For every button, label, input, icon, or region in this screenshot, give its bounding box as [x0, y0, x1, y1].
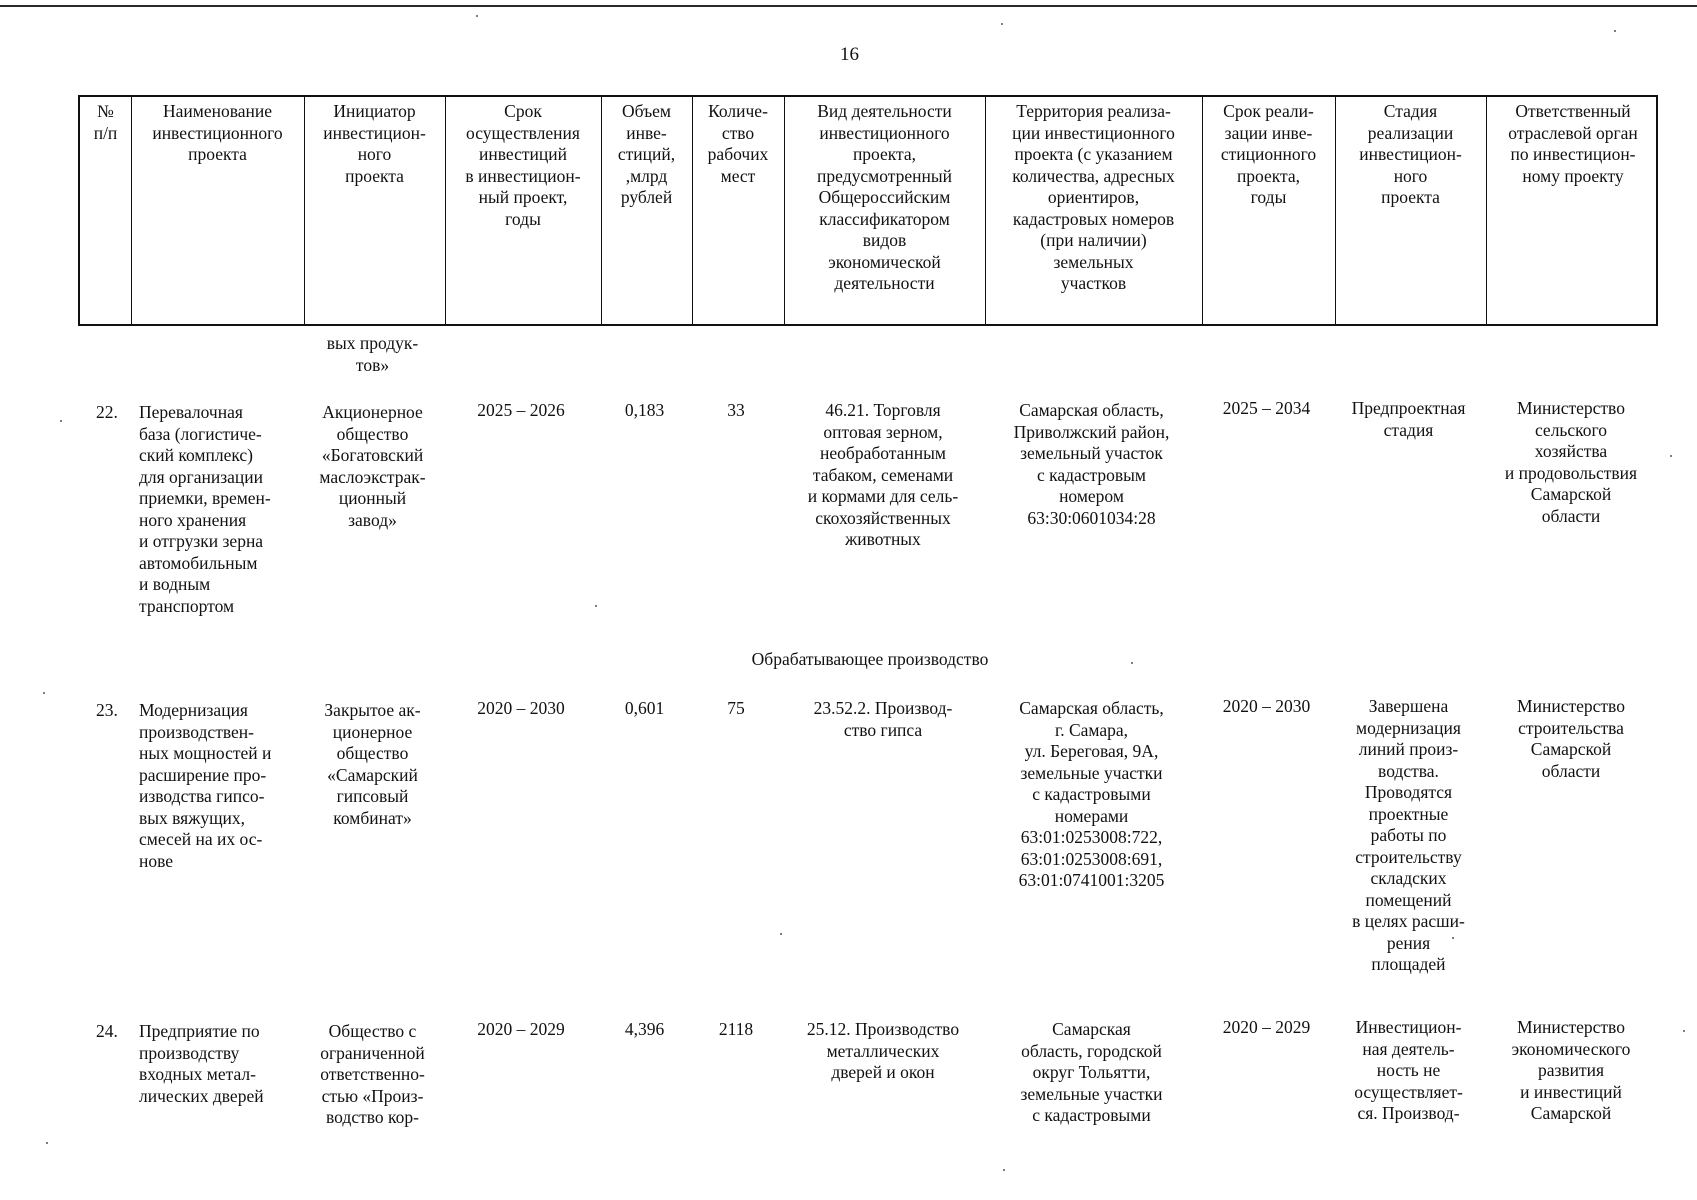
table-header [78, 95, 1658, 326]
scan-top-border [0, 5, 1697, 7]
activity-cell: 23.52.2. Производ- ство гипса [813, 698, 953, 740]
scan-speck [1452, 937, 1454, 939]
territory-cell: Самарская область, городской округ Тольятти, земельные участки с кадастровыми [1020, 1019, 1163, 1125]
header-jobs: Количе- ство рабочих мест [707, 101, 769, 186]
row-num: 22. [96, 402, 118, 422]
project-name-cell: Предприятие по производству входных метал- лических дверей [139, 1021, 264, 1106]
scan-speck [595, 605, 597, 607]
stage-cell: Инвестицион- ная деятель- ность не осуществляет- ся. Производ- [1354, 1017, 1463, 1123]
header-num: № п/п [93, 101, 118, 143]
scan-speck [1614, 30, 1616, 32]
header-investment-period: Срок осуществления инвестиций в инвестицион- ный проект, годы [465, 101, 581, 229]
investment-period-cell: 2020 – 2030 [477, 698, 565, 718]
header-investment-volume: Объем инве- стиций, ,млрд рублей [617, 101, 676, 207]
initiator-cell: Общество с ограниченной ответственно- стью «Произ- водство кор- [320, 1021, 425, 1127]
row-num: 23. [96, 700, 118, 720]
authority-cell: Министерство сельского хозяйства и продовольствия Самарской области [1504, 398, 1638, 526]
project-name-cell: Перевалочная база (логистиче- ский комплекс) для организации приемки, времен- ного хранения и отгрузки зерна автомобильным и водным транспортом [139, 402, 271, 616]
investment-period-cell: 2020 – 2029 [477, 1019, 565, 1039]
header-activity: Вид деятельности инвестиционного проекта, предусмотренный Общероссийским классификатором видов экономической деятельности [817, 101, 952, 293]
scan-speck [1683, 1030, 1685, 1032]
investment-volume-cell: 4,396 [624, 1019, 665, 1039]
scan-speck [476, 15, 478, 17]
header-authority: Ответственный отраслевой орган по инвестицион- ному проекту [1508, 101, 1638, 186]
territory-cell: Самарская область, г. Самара, ул. Береговая, 9А, земельные участки с кадастровыми номерами 63:01:0253008:722, 63:01:0253008:691, 63:01:0741001:3205 [1018, 698, 1165, 890]
row-num: 24. [96, 1021, 118, 1041]
section-title: Обрабатывающее производство [751, 649, 989, 669]
project-period-cell: 2020 – 2030 [1222, 696, 1311, 716]
activity-cell: 25.12. Производство металлических дверей и окон [806, 1019, 960, 1082]
page-number: 16 [840, 44, 859, 65]
header-initiator: Инициатор инвестицион- ного проекта [323, 101, 426, 186]
jobs-cell: 33 [727, 400, 745, 420]
investment-period-cell: 2025 – 2026 [477, 400, 565, 420]
authority-cell: Министерство экономического развития и инвестиций Самарской [1511, 1017, 1631, 1123]
initiator-cell: Закрытое ак- ционерное общество «Самарский гипсовый комбинат» [324, 700, 421, 828]
project-period-cell: 2020 – 2029 [1222, 1017, 1311, 1037]
territory-cell: Самарская область, Приволжский район, земельный участок с кадастровым номером 63:30:0601034:28 [1013, 400, 1170, 528]
scan-speck [1670, 455, 1672, 457]
scan-speck [1131, 662, 1133, 664]
jobs-cell: 2118 [718, 1019, 754, 1039]
stage-cell: Предпроектная стадия [1351, 398, 1466, 440]
stage-cell: Завершена модернизация линий произ- водства. Проводятся проектные работы по строительству складских помещений в целях расши- рения площадей [1352, 696, 1465, 974]
authority-cell: Министерство строительства Самарской области [1517, 696, 1625, 781]
activity-cell: 46.21. Торговля оптовая зерном, необработанным табаком, семенами и кормами для сель- скохозяйственных животных [807, 400, 959, 549]
project-name-cell: Модернизация производствен- ных мощностей и расширение про- изводства гипсо- вых вяжущих, смесей на их ос- нове [139, 700, 272, 871]
investment-volume-cell: 0,183 [624, 400, 665, 420]
investment-volume-cell: 0,601 [624, 698, 665, 718]
header-territory: Территория реализа- ции инвестиционного проекта (с указанием количества, адресных ориентиров, кадастровых номеров (при наличии) земельных участков [1012, 101, 1175, 293]
scan-speck [1001, 23, 1003, 25]
header-stage: Стадия реализации инвестицион- ного проекта [1359, 101, 1462, 207]
initiator-cell: Акционерное общество «Богатовский маслоэкстрак- ционный завод» [319, 402, 426, 530]
continuation-cell: вых продук- тов» [326, 333, 419, 375]
scan-speck [60, 420, 62, 422]
scan-speck [43, 692, 45, 694]
header-project-period: Срок реали- зации инве- стиционного проекта, годы [1220, 101, 1317, 207]
jobs-cell: 75 [727, 698, 745, 718]
header-project-name: Наименование инвестиционного проекта [152, 101, 283, 164]
scan-speck [46, 1142, 48, 1144]
project-period-cell: 2025 – 2034 [1222, 398, 1311, 418]
scan-speck [1003, 1169, 1005, 1171]
scan-speck [780, 933, 782, 935]
